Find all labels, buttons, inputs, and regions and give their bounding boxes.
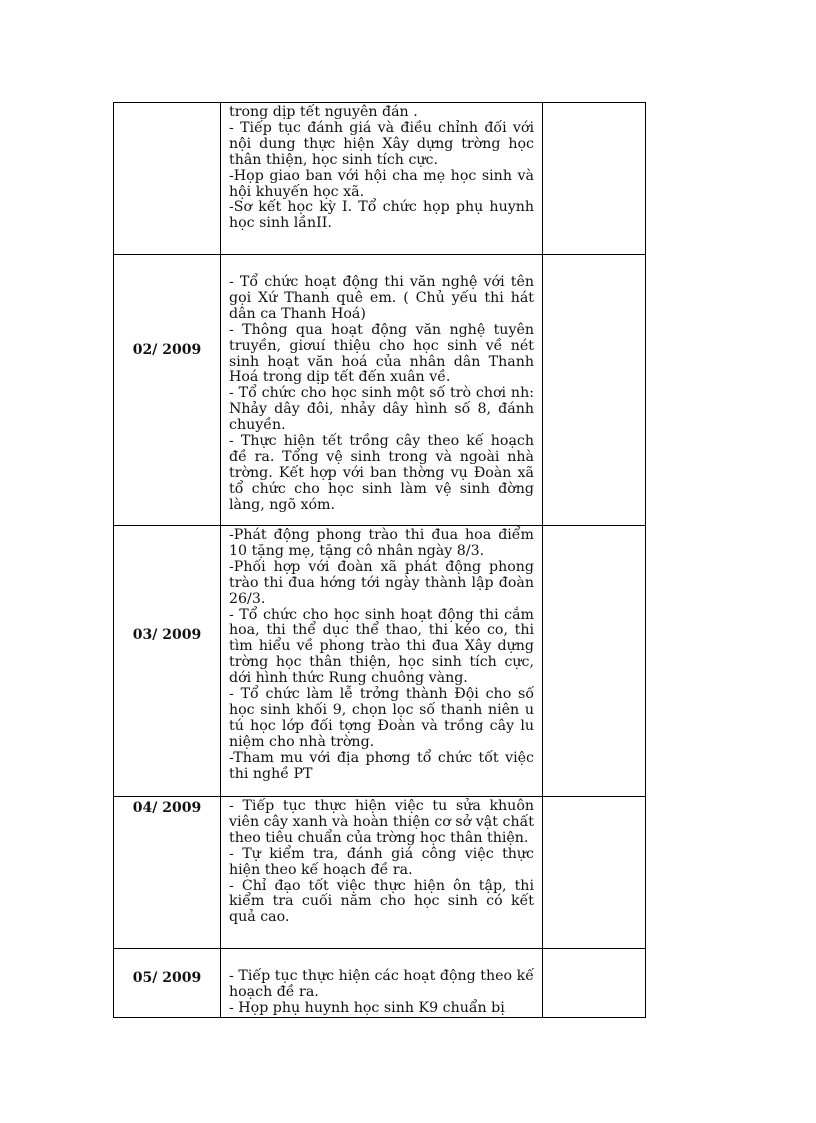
table-row [114,526,646,797]
activity-line: -Sơ kết học kỳ I. Tổ chức họp phụ huynh học sinh lầnII. [229,199,534,232]
month-cell [114,797,221,949]
activity-line: - Chỉ đạo tốt việc thực hiện ôn tập, thi kiểm tra cuối năm cho học sinh có kết quả cao. [229,877,534,926]
activity-line: - Thông qua hoạt động văn nghệ tuyên truyền, giơuí thiệu cho học sinh về nét sinh hoạt văn hoá của nhân dân Thanh Hoá trong dịp tết đến xuân về. [229,321,534,386]
activity-plan-table [113,102,646,1018]
activity-line: - Tổ chức cho học sinh hoạt động thi cắm hoa, thi thể dục thể thao, thi kéo co, thi tìm hiểu về phong trào thi đua Xây dựng trờng học thân thiện, học sinh tích cực, dới hình thức Rung chuông vàng. [229,606,534,687]
activity-line: -Phát động phong trào thi đua hoa điểm 10 tặng mẹ, tặng cô nhân ngày 8/3. [229,527,534,559]
activity-line: - Tổ chức hoạt động thi văn nghệ với tên gọi Xứ Thanh quê em. ( Chủ yếu thi hát dân ca Thanh Hoá) [229,274,534,322]
activity-line: -Phối hợp với đoàn xã phát động phong trào thi đua hớng tới ngày thành lập đoàn 26/3. [229,558,534,607]
notes-cell [543,255,646,526]
activities-cell [221,526,543,797]
activity-line: - Tổ chức làm lễ trởng thành Đội cho số học sinh khối 9, chọn lọc số thanh niên u tú học lớp đối tợng Đoàn và trồng cây lu niệm cho nhà trờng. [229,686,534,750]
month-label: 05/ 2009 [132,970,202,986]
month-cell [114,949,221,1018]
table-row [114,797,646,949]
activities-cell [221,949,543,1018]
activity-line: - Tiếp tục thực hiện việc tu sửa khuôn viên cây xanh và hoàn thiện cơ sở vật chất theo tiêu chuẩn của trờng học thân thiện. [229,798,534,846]
month-cell [114,255,221,526]
activities-cell [221,797,543,949]
activity-line: trong dịp tết nguyên đán . [229,104,418,120]
activities-cell [221,103,543,255]
activity-line: - Tiếp tục thực hiện các hoạt động theo kế hoạch đề ra. [229,968,534,1000]
table-row [114,103,646,255]
activity-line: - Tiếp tục đánh giá và điều chỉnh đối với nội dung thực hiện Xây dựng trờng học thân thiện, học sinh tích cực. [229,119,534,168]
notes-cell [543,949,646,1018]
activities-cell [221,255,543,526]
month-label: 04/ 2009 [132,800,202,816]
activity-line: - Tổ chức cho học sinh một số trò chơi nh: Nhảy dây đôi, nhảy dây hình số 8, đánh chuyền. [229,385,534,434]
table-row [114,255,646,526]
notes-cell [543,103,646,255]
activity-line: -Họp giao ban với hội cha mẹ học sinh và hội khuyến học xã. [229,167,534,200]
month-cell [114,103,221,255]
month-label: 02/ 2009 [132,342,202,358]
activity-line: - Tự kiểm tra, đánh giá công việc thực hiện theo kế hoạch đề ra. [229,845,534,878]
notes-cell [543,526,646,797]
month-label: 03/ 2009 [132,627,202,643]
notes-cell [543,797,646,949]
activity-line: - Họp phụ huynh học sinh K9 chuẩn bị [229,999,505,1016]
table-row [114,949,646,1018]
activity-line: - Thực hiện tết trồng cây theo kế hoạch đề ra. Tổng vệ sinh trong và ngoài nhà trờng. Kết hợp với ban thờng vụ Đoàn xã tổ chức cho học sinh làm vệ sinh đờng làng, ngõ xóm. [229,433,534,513]
activity-line: -Tham mu với địa phơng tổ chức tốt việc thi nghề PT [229,749,534,782]
month-cell [114,526,221,797]
